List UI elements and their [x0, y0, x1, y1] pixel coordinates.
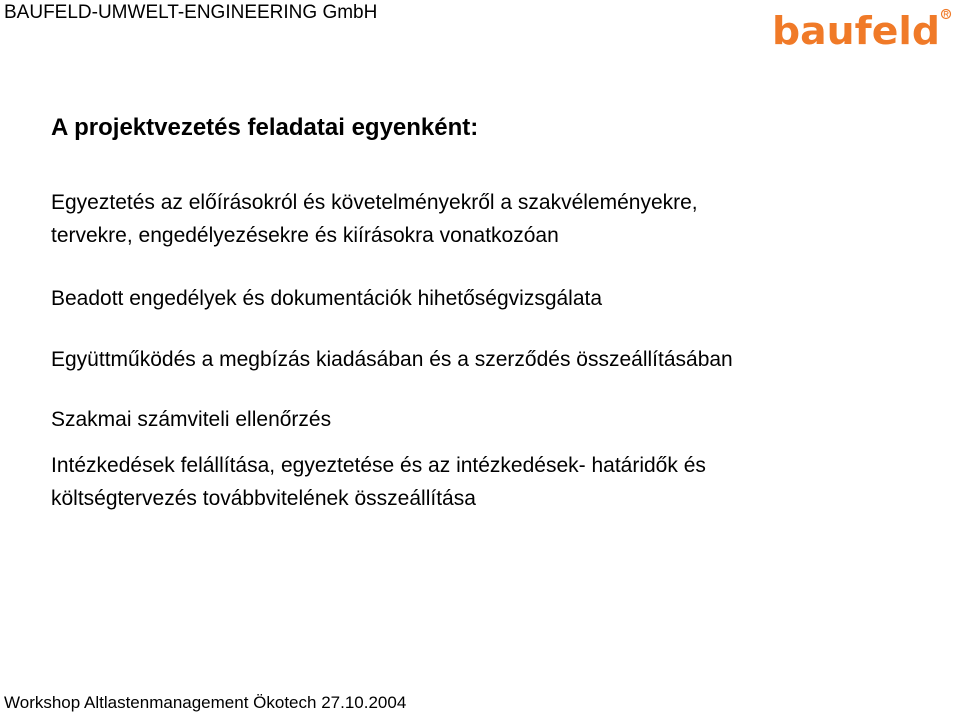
baufeld-logo: [772, 8, 952, 50]
list-item-line: Szakmai számviteli ellenőrzés: [51, 408, 332, 431]
list-item-line: tervekre, engedélyezésekre és kiírásokra vonatkozóan: [51, 224, 559, 247]
page-title: A projektvezetés feladatai egyenként:: [51, 114, 479, 141]
baufeld-logo-graphic: [772, 8, 952, 50]
list-item-line: Egyeztetés az előírásokról és követelményekről a szakvéleményekre,: [51, 191, 698, 214]
list-item-line: Beadott engedélyek és dokumentációk hihetőségvizsgálata: [51, 287, 603, 310]
footer-text: Workshop Altlastenmanagement Ökotech 27.10.2004: [4, 693, 407, 712]
list-item-measures: [51, 449, 706, 515]
list-item-line: költségtervezés továbbvitelének összeállítása: [51, 487, 476, 510]
list-item-line: Együttműködés a megbízás kiadásában és a szerződés összeállításában: [51, 348, 733, 371]
list-item-line: Intézkedések felállítása, egyeztetése és az intézkedések- határidők és: [51, 454, 706, 477]
logo-wordmark: baufeld: [772, 9, 940, 50]
list-item-coordination: [51, 186, 698, 252]
list-item-cooperation: [51, 343, 733, 376]
list-item-plausibility: [51, 282, 602, 315]
registered-mark-icon: [942, 10, 951, 19]
list-item-accounting-check: [51, 403, 331, 436]
company-name: BAUFELD-UMWELT-ENGINEERING GmbH: [4, 2, 378, 23]
